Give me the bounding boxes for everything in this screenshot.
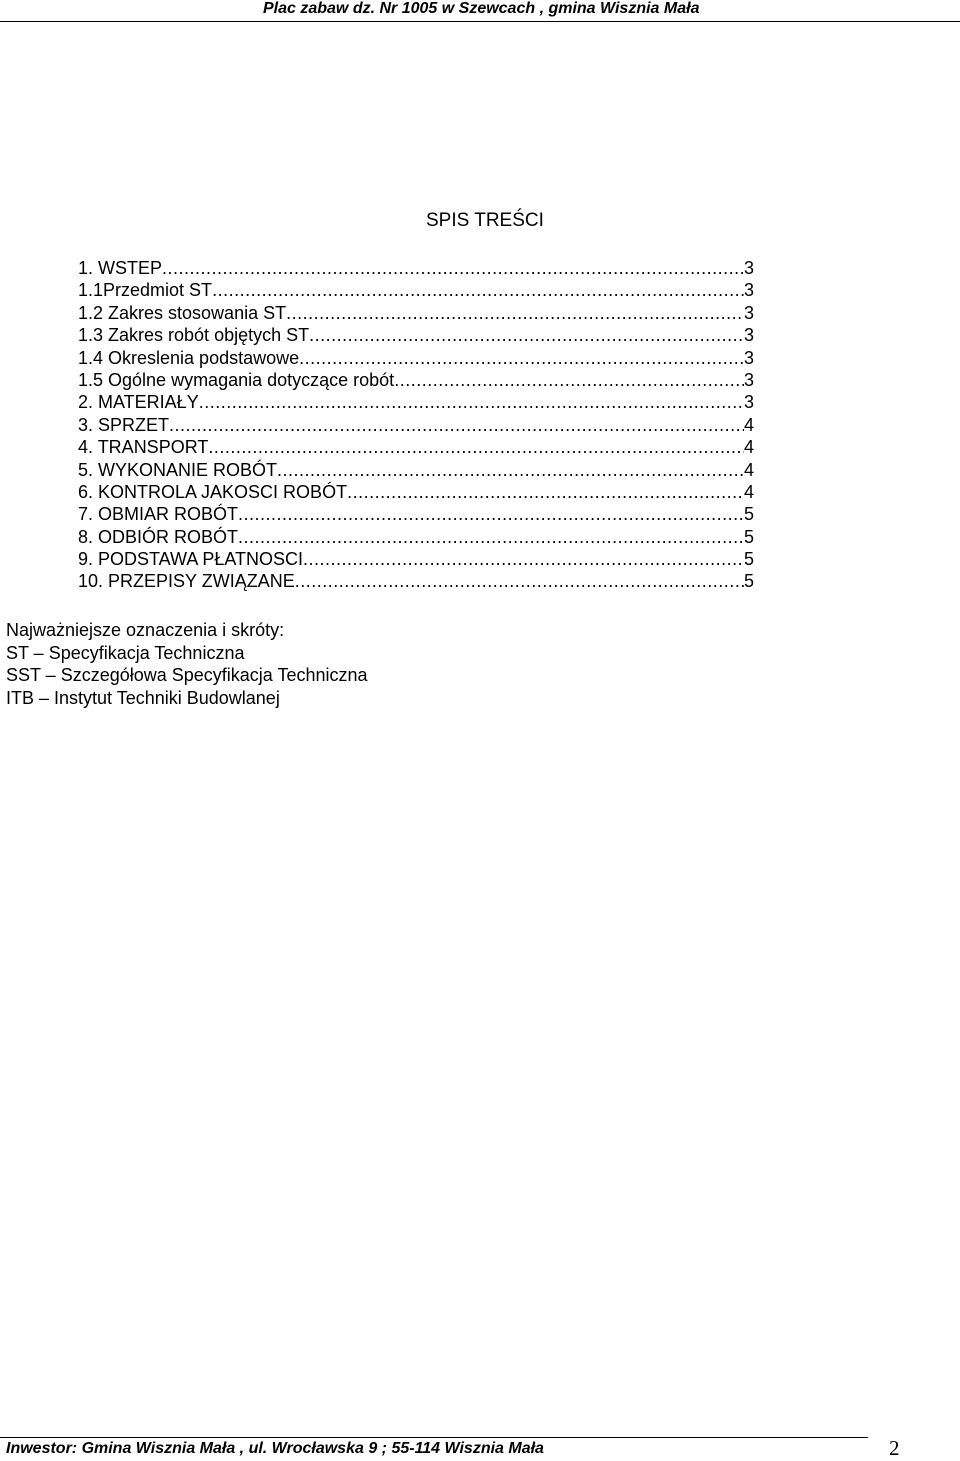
toc-entry-page: 3 xyxy=(743,280,754,301)
abbreviations-heading: Najważniejsze oznaczenia i skróty: xyxy=(6,620,285,640)
toc-leader-dots xyxy=(394,369,744,391)
toc-entry-label: 4. TRANSPORT xyxy=(78,437,209,458)
toc-entry-label: 9. PODSTAWA PŁATNOSCI xyxy=(78,549,304,570)
toc-entry-page: 4 xyxy=(743,481,754,502)
toc-title: SPIS TREŚCI xyxy=(426,210,544,231)
toc-entry-page: 5 xyxy=(743,549,754,570)
toc-entry-page: 5 xyxy=(743,526,754,547)
toc-leader-dots xyxy=(277,459,744,481)
toc-entry-page: 3 xyxy=(743,369,754,390)
footer-text: Inwestor: Gmina Wisznia Mała , ul. Wrocławska 9 ; 55-114 Wisznia Mała xyxy=(6,1440,544,1457)
toc-leader-dots xyxy=(295,570,744,592)
toc-leader-dots xyxy=(208,436,744,458)
toc-leader-dots xyxy=(169,414,744,436)
table-of-contents xyxy=(78,257,754,593)
toc-leader-dots xyxy=(347,481,744,503)
toc-entry-page: 4 xyxy=(743,414,754,435)
toc-entry[interactable] xyxy=(78,257,754,279)
toc-entry-label: 7. OBMIAR ROBÓT xyxy=(78,504,239,525)
toc-entry-label: 1.4 Okreslenia podstawowe xyxy=(78,347,300,368)
page-number: 2 xyxy=(889,1436,900,1460)
toc-leader-dots xyxy=(212,279,744,301)
toc-entry-label: 1.2 Zakres stosowania ST xyxy=(78,302,287,323)
toc-entry-label: 6. KONTROLA JAKOSCI ROBÓT xyxy=(78,481,348,502)
toc-leader-dots xyxy=(238,526,744,548)
footer-divider xyxy=(0,1437,868,1438)
toc-entry[interactable] xyxy=(78,436,754,458)
abbreviation-item: ST – Specyfikacja Techniczna xyxy=(6,642,245,663)
toc-entry[interactable] xyxy=(78,503,754,525)
header-text: Plac zabaw dz. Nr 1005 w Szewcach , gmina Wisznia Mała xyxy=(263,0,700,17)
toc-entry[interactable] xyxy=(78,369,754,391)
toc-leader-dots xyxy=(299,347,744,369)
toc-entry[interactable] xyxy=(78,414,754,436)
toc-entry-label: 2. MATERIAŁY xyxy=(78,392,199,413)
toc-entry-page: 4 xyxy=(743,459,754,480)
abbreviation-item: ITB – Instytut Techniki Budowlanej xyxy=(6,687,280,708)
toc-entry[interactable] xyxy=(78,324,754,346)
toc-entry-page: 4 xyxy=(743,437,754,458)
toc-entry[interactable] xyxy=(78,279,754,301)
toc-entry[interactable] xyxy=(78,548,754,570)
toc-entry-label: 1.5 Ogólne wymagania dotyczące robót xyxy=(78,369,395,390)
toc-entry[interactable] xyxy=(78,570,754,592)
page-header xyxy=(0,0,960,22)
abbreviation-item: SST – Szczegółowa Specyfikacja Techniczna xyxy=(6,665,368,685)
toc-leader-dots xyxy=(309,324,744,346)
toc-entry[interactable] xyxy=(78,459,754,481)
toc-entry-label: 8. ODBIÓR ROBÓT xyxy=(78,526,239,547)
toc-entry-page: 5 xyxy=(743,571,754,592)
toc-entry-label: 10. PRZEPISY ZWIĄZANE xyxy=(78,571,295,592)
header-divider xyxy=(0,21,960,22)
toc-entry[interactable] xyxy=(78,391,754,413)
toc-leader-dots xyxy=(286,302,744,324)
toc-entry-page: 3 xyxy=(743,302,754,323)
toc-entry-label: 1.3 Zakres robót objętych ST xyxy=(78,325,310,346)
toc-entry-label: 5. WYKONANIE ROBÓT xyxy=(78,459,278,480)
toc-entry-label: 1. WSTEP xyxy=(78,258,163,278)
toc-leader-dots xyxy=(238,503,744,525)
toc-entry-page: 3 xyxy=(743,392,754,413)
toc-entry-page: 3 xyxy=(743,325,754,346)
toc-leader-dots xyxy=(162,257,744,279)
toc-entry[interactable] xyxy=(78,302,754,324)
toc-entry-label: 3. SPRZET xyxy=(78,414,170,435)
toc-entry-page: 5 xyxy=(743,504,754,525)
toc-entry[interactable] xyxy=(78,481,754,503)
toc-entry[interactable] xyxy=(78,347,754,369)
toc-leader-dots xyxy=(303,548,744,570)
abbreviations-section xyxy=(6,619,368,709)
toc-entry-page: 3 xyxy=(743,258,754,278)
toc-entry-label: 1.1Przedmiot ST xyxy=(78,280,213,301)
toc-leader-dots xyxy=(199,391,744,413)
toc-entry[interactable] xyxy=(78,526,754,548)
toc-entry-page: 3 xyxy=(743,347,754,368)
